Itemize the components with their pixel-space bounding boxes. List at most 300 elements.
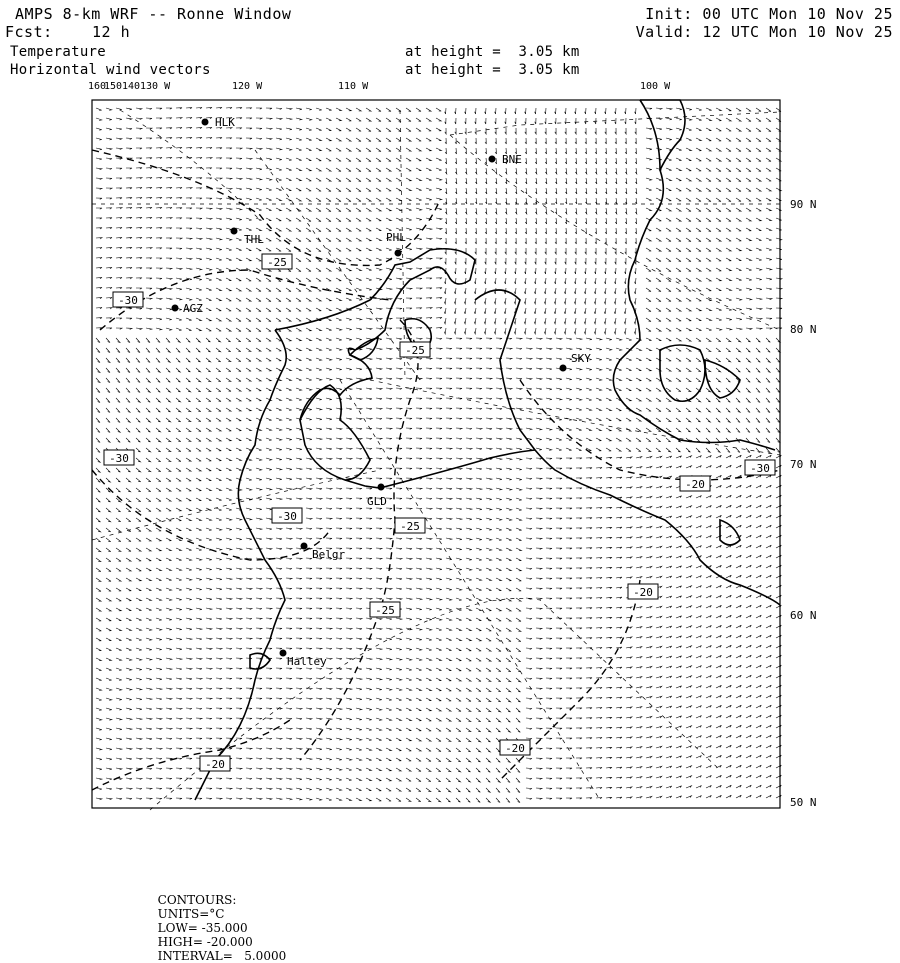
coastline [195,100,780,800]
wind-vector [766,605,771,608]
wind-vector [666,516,672,518]
wind-vector [236,468,242,471]
wind-vector [186,608,192,610]
wind-vector [186,618,192,620]
wind-vector [396,278,402,280]
wind-vector [256,488,262,490]
wind-vector [216,408,221,411]
wind-vector [146,718,152,720]
wind-vector [326,208,331,211]
wind-vector [456,588,462,590]
wind-vector [436,718,441,721]
wind-vector [266,388,271,391]
wind-vector [326,138,331,141]
wind-vector [256,398,261,401]
wind-vector [756,585,761,588]
wind-vector [396,178,401,181]
wind-vector [246,468,252,470]
wind-vector [466,648,471,651]
wind-vector [376,108,381,111]
wind-vector [646,388,651,391]
wind-vector [746,735,751,738]
wind-vector [566,508,572,509]
wind-vector [346,558,352,559]
wind-vector [536,768,542,770]
wind-vector [455,268,456,274]
wind-vector [166,378,170,382]
wind-vector [416,558,422,560]
gridline-lon-c [340,380,600,800]
wind-vector [516,488,522,490]
wind-vector [476,778,480,782]
wind-vector [356,548,362,549]
wind-vector [406,448,412,449]
wind-vector [676,496,682,498]
wind-vector [496,788,500,792]
wind-vector [676,616,682,618]
wind-vector [476,508,482,510]
wind-vector [726,645,731,648]
wind-vector [544,318,546,324]
wind-vector [556,778,562,779]
wind-vector [616,457,622,459]
wind-vector [416,228,422,230]
wind-vector [466,428,472,430]
wind-vector [236,618,242,620]
wind-vector [566,578,572,579]
wind-vector [136,648,142,650]
wind-vector [576,408,582,410]
wind-vector [206,308,211,311]
wind-vector [496,768,500,772]
wind-vector [126,288,132,289]
wind-vector [534,308,536,314]
wind-vector [96,248,102,249]
wind-vector [576,498,582,499]
wind-vector [146,178,152,179]
wind-vector [216,308,221,311]
wind-vector [474,328,476,334]
wind-vector [576,338,582,340]
wind-vector [176,228,182,229]
wind-vector [486,388,492,390]
wind-vector [166,708,172,710]
wind-vector [625,188,627,194]
wind-vector [504,298,506,304]
wind-vector [566,588,572,589]
wind-vector [316,588,322,589]
wind-vector [386,218,391,221]
wind-vector [436,758,441,762]
wind-vector [656,398,661,401]
wind-vector [226,788,232,790]
wind-vector [686,228,691,231]
wind-vector [456,408,462,409]
wind-vector [246,448,252,451]
wind-vector [636,607,642,609]
wind-vector [156,788,162,789]
wind-vector [456,738,461,742]
wind-vector [386,418,392,420]
wind-vector [426,768,431,771]
wind-vector [556,578,562,579]
wind-vector [356,718,362,720]
wind-vector [625,258,626,264]
wind-vector [726,565,731,568]
wind-vector [566,608,572,609]
wind-vector [555,268,556,274]
wind-vector [196,708,202,710]
wind-vector [376,248,382,251]
wind-vector [595,188,597,194]
wind-vector [536,698,542,700]
wind-vector [126,788,132,790]
wind-vector [206,458,211,461]
wind-vector [716,495,721,498]
wind-vector [326,758,332,760]
wind-vector [176,658,182,660]
wind-vector [376,648,382,650]
wind-vector [516,798,520,803]
wind-vector [526,558,532,560]
wind-vector [386,108,391,111]
wind-vector [186,288,192,290]
wind-vector [506,418,512,420]
wind-vector [666,606,672,608]
wind-vector [246,778,252,780]
wind-vector [516,678,521,682]
wind-vector [726,158,731,161]
wind-vector [166,788,172,789]
wind-vector [416,438,422,439]
wind-vector [516,378,522,380]
wind-vector [396,218,402,221]
wind-vector [306,158,311,161]
wind-vector [226,178,232,180]
wind-vector [346,628,352,630]
wind-vector [656,706,662,708]
wind-vector [625,248,626,254]
wind-vector [356,148,361,151]
wind-vector [196,678,202,680]
wind-vector [356,628,362,630]
wind-vector [736,288,742,290]
wind-vector [756,635,761,638]
wind-vector [96,528,101,532]
wind-vector [736,675,741,678]
wind-vector [466,448,472,450]
wind-vector [236,128,242,129]
wind-vector [126,768,132,770]
contour-label [370,602,400,617]
wind-vector [575,258,576,264]
wind-vector [456,578,462,580]
wind-vector [406,538,412,540]
wind-vector [386,538,392,540]
wind-vector [736,795,741,798]
wind-vector [186,208,192,209]
wind-vector [166,748,172,750]
wind-vector [326,498,332,500]
wind-vector [186,598,192,600]
wind-vector [406,148,411,151]
wind-vector [576,588,582,589]
wind-vector [106,618,111,621]
wind-vector [166,358,170,362]
wind-vector [546,338,552,340]
wind-vector [106,638,111,641]
wind-vector [546,608,552,609]
wind-vector [455,158,456,164]
wind-vector [226,668,232,670]
wind-vector [656,696,662,698]
wind-vector [686,626,692,628]
wind-vector [525,138,526,144]
wind-vector [526,568,532,570]
wind-vector [496,438,502,440]
wind-vector [595,148,596,154]
wind-vector [766,615,771,618]
wind-vector [476,608,482,611]
wind-vector [436,438,442,439]
wind-vector [736,465,741,468]
wind-vector [376,278,382,280]
wind-vector [756,258,762,260]
wind-vector [466,398,472,399]
wind-vector [485,198,487,204]
wind-vector [216,388,221,392]
wind-vector [445,138,446,144]
wind-vector [686,776,692,778]
wind-vector [286,558,292,560]
wind-vector [156,708,162,710]
wind-vector [666,228,671,231]
wind-vector [456,458,462,460]
wind-vector [116,698,122,700]
wind-vector [546,738,552,739]
wind-vector [455,138,456,144]
wind-vector [476,588,482,591]
wind-vector [534,318,536,324]
wind-vector [156,588,162,591]
wind-vector [296,628,302,629]
wind-vector [626,487,632,489]
wind-vector [436,698,441,701]
wind-vector [686,358,691,361]
wind-vector [445,278,447,284]
wind-vector [216,318,221,321]
wind-vector [726,148,731,151]
wind-vector [546,588,552,589]
wind-vector [96,358,100,363]
wind-vector [556,698,562,699]
wind-vector [536,618,542,620]
wind-vector [526,718,532,720]
wind-vector [676,536,682,538]
wind-vector [506,428,512,430]
wind-vector [686,298,691,301]
wind-vector [146,298,152,300]
wind-vector [346,538,352,539]
wind-vector [106,238,112,239]
wind-vector [756,408,760,412]
wind-vector [516,398,522,400]
wind-vector [586,628,592,629]
wind-vector [116,237,122,238]
wind-vector [416,668,422,670]
wind-vector [236,648,242,650]
wind-vector [696,138,701,141]
wind-vector [736,575,741,578]
wind-vector [515,228,516,234]
wind-vector [526,618,532,620]
wind-vector [545,178,547,184]
wind-vector [476,418,482,420]
wind-vector [256,278,261,281]
wind-vector [736,655,741,658]
wind-vector [136,288,142,289]
wind-vector [276,288,281,291]
wind-vector [746,368,750,372]
wind-vector [396,588,402,590]
wind-vector [136,227,142,228]
wind-vector [196,328,201,331]
wind-vector [186,127,192,128]
wind-vector [576,648,582,649]
wind-vector [126,728,132,730]
wind-vector [666,318,671,321]
wind-vector [536,788,542,790]
wind-vector [116,247,122,248]
wind-vector [406,718,412,721]
wind-vector [746,545,751,548]
wind-vector [426,368,432,369]
wind-vector [496,558,502,561]
wind-vector [106,648,112,651]
wind-vector [666,138,672,140]
wind-vector [696,626,702,629]
wind-vector [546,558,552,559]
wind-vector [726,378,730,382]
wind-vector [686,576,692,578]
wind-vector [506,728,510,732]
wind-vector [726,715,731,718]
wind-vector [516,688,521,692]
wind-vector [545,228,546,234]
wind-vector [336,148,341,151]
station-bne [489,153,522,166]
wind-vector [176,188,182,189]
wind-vector [656,388,661,391]
wind-vector [716,168,721,171]
wind-vector [596,728,602,729]
wind-vector [766,108,771,111]
wind-vector [436,108,441,111]
wind-vector [445,158,446,164]
wind-vector [515,278,517,284]
wind-vector [596,508,602,509]
wind-vector [485,188,487,194]
wind-vector [136,237,142,238]
wind-vector [106,628,111,631]
wind-vector [525,178,527,184]
wind-vector [545,238,546,244]
wind-vector [455,198,457,204]
wind-vector [336,648,342,650]
wind-vector [475,228,476,234]
wind-vector [376,218,381,221]
wind-vector [326,198,331,201]
wind-vector [554,288,556,294]
wind-vector [686,388,691,392]
wind-vector [756,685,761,688]
wind-vector [356,268,362,271]
wind-vector [446,448,452,450]
wind-vector [686,726,692,728]
wind-vector [526,778,532,780]
wind-vector [726,248,731,251]
wind-vector [495,148,496,154]
wind-vector [505,258,506,264]
wind-vector [476,668,481,671]
wind-vector [246,338,251,342]
wind-vector [465,218,467,224]
wind-vector [486,688,491,692]
island-c [660,345,705,401]
wind-vector [545,118,546,124]
wind-vector [376,158,381,161]
wind-vector [585,258,586,264]
wind-vector [256,458,262,460]
wind-vector [556,378,562,380]
wind-vector [166,668,172,670]
wind-vector [446,708,451,711]
wind-vector [546,798,552,799]
wind-vector [566,458,572,459]
wind-vector [186,448,191,451]
wind-vector [596,698,602,699]
wind-vector [626,567,632,569]
wind-vector [626,767,632,769]
wind-vector [536,358,542,360]
wind-vector [426,318,432,319]
wind-vector [356,728,362,730]
wind-vector [146,398,150,402]
wind-vector [444,298,446,304]
wind-vector [156,698,162,700]
wind-vector [465,138,466,144]
wind-vector [436,658,442,661]
wind-vector [556,588,562,589]
wind-vector [456,358,462,359]
wind-vector [296,588,302,589]
wind-vector [686,716,692,718]
wind-vector [766,795,771,798]
wind-vector [216,348,221,352]
wind-vector [356,608,362,610]
wind-vector [156,548,161,551]
wind-vector [206,238,212,240]
wind-vector [176,628,182,630]
wind-vector [555,278,557,284]
wind-vector [206,348,211,352]
wind-vector [586,338,592,340]
wind-vector [196,748,202,749]
wind-vector [286,248,291,251]
wind-vector [146,528,151,531]
footer-interval: INTERVAL= 5.0000 [157,949,287,963]
wind-vector [586,508,592,509]
